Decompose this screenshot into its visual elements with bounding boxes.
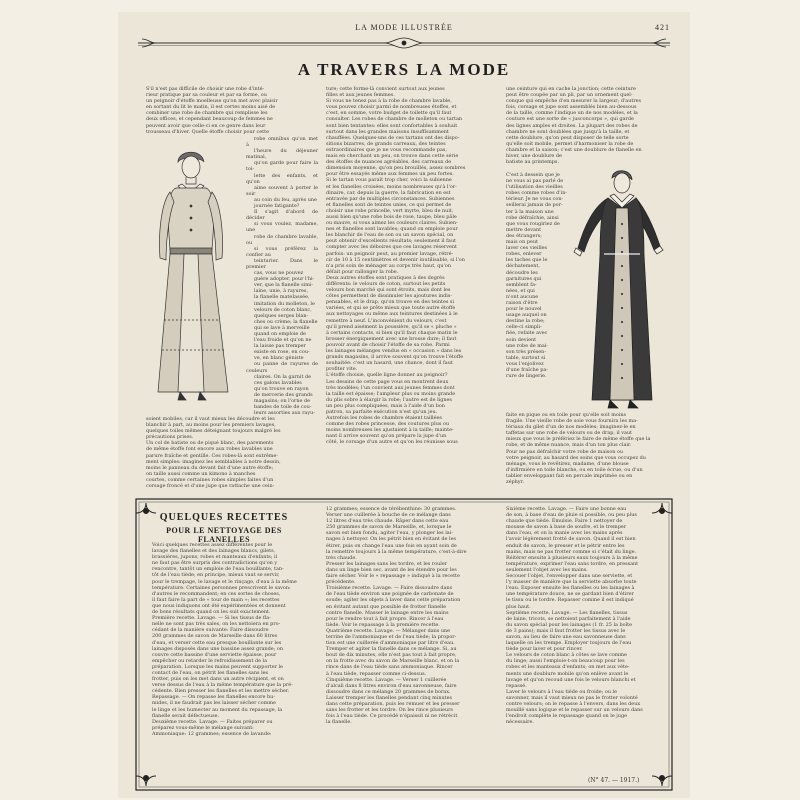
- illustration-woman-robe-right: [570, 164, 674, 410]
- issue-number: (N° 47. — 1917.): [588, 777, 640, 784]
- recipes-col2: [318, 506, 492, 788]
- paragraph: une ceinture qui en cache la jonction; cette ceinture peut être coupée par un pli, par un ornement quel- conque qui empêche d'en mesurer la largeur; d'autres fois, corsage et jupe sont assemblés bien au-dessous de la taille, comme l'indique un de nos modèles, et la couture est une sorte de « jusconcorps », qui garde des lignes amples et droites. La plupart des robes de chambre ne sont doublées que jusqu'à la taille, et cette doublure, qu'on peut disposer de telle sorte qu'elle soit mobile, permet d'harmoniser la robe de chambre et la saison; c'est une doublure de flanelle en hiver, une doublure de batiste au printemps.: [506, 86, 642, 166]
- article-col3-bottom: [498, 412, 674, 494]
- paragraph: Voici quelques recettes assez différentes pour le lavage des flanelles et des lainages blancs, gilets, brassières, jupons, robes et manteaux d'enfants; il ne faut pas être surpris des contradictions qu'on y rencontre, tantôt un emploie de l'eau bouillante, tan- tôt de l'eau tiède; en principe, mieux vaut se servir, pour le trempage, le lavage et le rinçage, d'eau à la même température. Certaines personnes prescrivent le savon: d'autres le recommandent; en ces sortes de choses, il faut faire la part de « tour de main »; les recettes que nous indiquons ont été expérimentées et donnent de bons résultats quand on les suit exactement. Première recette. Lavage. — Si les tissus de fla- nelle ne sont pas très sales, on les nettoiera en pro- cédant de la manière suivante: Faire dissoudre 200 grammes de savon de Marseille dans 60 litres d'eau, et verser cette eau presque bouillante sur les lainages disposés dans une bassine assez grande; on couvre cette bassine d'une serviette épaisse, pour empêcher ou retarder le refroidissement de la préparation. Lorsque les mains peuvent supporter le contact de l'eau, on pétrit les flanelles sans les frotter, puis on les met dans un autre récipient, et on verse dessus de l'eau à la même température que la pré- cédente. Bien presser les flanelles et les mettre sécher. Repassage. — On repasse les flanelles encore hu- mides, il ne faudrait pas les laisser sécher comme le linge et les humecter au moment du repassage, la flanelle serait défectueuse. Deuxième recette. Lavage. — Faites préparer ou préparez vous-même le mélange suivant: Ammoniaque: 12 grammes; essence de lavande:: [152, 542, 297, 737]
- recipes-col1: [144, 542, 312, 786]
- paragraph: 12 grammes; essence de térébenthine: 30 grammes. Verser une cuillerée à bouche de ce mélange dans 12 litres d'eau très chaude. Râper dans cette eau 250 grammes de savon de Marseille, et, lorsque le savon est bien fondu, agiter l'eau, y plonger les lai- nages à nettoyer. On les pétrit bien en évitant de les étirer, puis on change l'eau une fois en ayant soin de la remettre toujours à la même température, c'est-à-dire très chaude. Presser les lainages sans les tordre, et les rouler dans un linge bien sec, avant de les étendre pour les faire sécher. Voir le « repassage » indiqué à la recette précédente. Troisième recette. Lavage. — Faire dissoudre dans de l'eau tiède environ une poignée de carbonate de soude; agiter les objets à laver dans cette préparation en évitant autant que possible de frotter flanelle contre flanelle. Masser le lainage entre les mains pour le rendre tout à fait propre. Rincer à l'eau tiède. Voir le repassage à la première recette. Quatrième recette. Lavage. — Mélanger dans une terrine de l'ammoniaque et de l'eau tiède; la propor- tion est une cuillerée d'ammoniaque par litre d'eau. Tremper et agiter la flanelle dans ce mélange. Si, au bout de dix minutes, elle n'est pas tout à fait propre, on la frotte avec du savon de Marseille blanc, et on la rince dans de l'eau tiède sans ammoniaque. Rincer à l'eau tiède, repasser comme ci-dessus. Cinquième recette. Lavage. — Verser 1 cuillerée d'alcali dans 8 litres environ d'eau savonneuse, faire dissoudre dans ce mélange 20 grammes de borax. Laisser tremper les flanelles pendant cinq minutes dans cette préparation, puis les remuer et les presser sans les frotter et les tordre. On les rince plusieurs fois à l'eau tiède. Ce procédé n'épaissit ni ne rétrécit la flanelle.: [326, 506, 467, 726]
- paragraph: faite en pique ou en toile pour qu'elle soit moins fragile. Une vieille robe de soie vous fournira les ma- tériaux du gilet d'un de nos modèles; imaginez-le en taffetas sur une robe de velours ou de drap, il vaut mieux que vous le préfériez le faire de même étoffe que la robe, et de même nuance, mais d'un ton plus clair. Pour ne pas défraîchir votre robe de maison ou votre peignoir, au hasard des soins que vous occupez du ménage, vous le revêtirez, madame, d'une blouse d'infirmière en toile blanche, ou en toile écrue, ou d'un tablier enveloppant fait en percale imprimée ou en zéphyr.: [506, 412, 651, 486]
- header-ornament: [138, 37, 670, 49]
- magazine-page: [118, 12, 690, 798]
- article-col1-beside-figure: [246, 136, 318, 416]
- recipes-col3: [498, 506, 668, 772]
- paragraph: ture; cette forme-là convient surtout aux jeunes filles et aux jeunes femmes. Si vous ne tenez pas à la robe de chambre lavable, vous pouvez choisir parmi de nombreuses étoffes, et c'est, en somme, votre budget de toilette qu'il faut consulter. Les robes de chambre de molleton ou tartan sont bien tentantes: elles sont confortables à souhait surtout dans les grandes maisons insuffisamment chauffées. Quelques-uns de ces tartans ont des dispo- sitions bizarres, de grands carreaux, des teintes extraordinaires que je ne vous recommande pas, mais en cherchant un peu, on trouve dans cette série des étoffes de nuances agréables, des carreaux de dimension moyenne, qu'on peu brouillés, assez sombres pour être essayés même aux femmes un peu fortes. Si le tartan vous paraît trop cher, voici la subienne et les flanelles croisées, moins nombreuses qu'à l'or- dinaire, car, depuis la guerre, la fabrication en est entravée par de multiples circonstances. Subiennes et flanelles sont de teintes unies, ce qui permet de choisir une robe princelle, vert myrte, bleu de nuit, aussi bien qu'une robe bois de rose, taupe, bleu pâle ou mauve, si vous aimez les couleurs claires. Subien- nes et flanelles sont lavables; quand on emploie pour les blanchir de l'eau de son ou un savon spécial, on peut obtenir d'excellents résultats; seulement il faut compter avec les déboires que ces lavages réservent parfois: un peignoir peut, au premier lavage, rétré- cir de 10 à 15 centimètres et devenir inutilisable, si l'on n'a pris soin de ménager au corps très haut, qu'on défait pour rallonger la robe. Deux autres étoffes sont pratiques à des degrés différents: le velours de coton, surtout les petits velours bon marché qui sont étroits, mais dont les côtes permettent de dissimuler les ajoutures indis- pensables, et le drap, qu'on trouve en des teintes si variées, et qui se prête mieux que toute autre étoffe aux nettoyages ou même aux teintures destinées à le remettre à neuf. L'inconvénient du velours, c'est qu'il prend aisément la poussière, qu'il se « pluche » à certains contacts, si bien qu'il faut chaque matin le brosser énergiquement avec une brosse dure; il faut pouvoir avant de choisir l'étoffe de sa robe. Parmi les lainages mélanges vendus en « occasion » dans les grands magasins, il arrive souvent qu'on trouve l'étoffe souhaitée: c'est un hasard, une chance, dont il faut profiter vite. L'étoffe choisie, quelle ligne donner au peignoir? Les dessins de cette page vous en montrent deux très modèles; l'un convient aux jeunes femmes dont la taille est épaisse; l'ampleur plus ou moins grande du plis sobre à élargir la robe; l'autre est de lignes un peu plus compliquées, mais à l'aide d'un bon patron, sa parfaite exécution n'est qu'un jeu. Autrefois les robes de chambre étaient taillées comme des robes princesse, des coutures plus ou moins nombreuses les ajustaient à la taille; mainte- nant il arrive souvent qu'on prépare la jupe d'un côté, le corsage d'un autre et qu'on les réunisse sous: [326, 86, 466, 446]
- recipes-title: QUELQUES RECETTES: [159, 512, 289, 523]
- article-col1-bottom: [138, 416, 318, 494]
- paragraph: S'il n'est pas difficile de choisir une robe d'inté- rieur pratique par sa couleur et par sa forme, ou un peignoir d'étoffe moelleuse qu'on met avec plaisir en sortant du lit le matin, il est certes moins aisé de combiner une robe de chambre qui remplisse les deux offices, et cependant beaucoup de femmes ne peuvent avoir que celle-ci en ce genre dans leur trousseau d'hiver. Quelle étoffe choisir pour cette: [146, 86, 278, 135]
- article-col2: [318, 86, 494, 496]
- article-col3-beside-figure: [498, 172, 568, 408]
- article-title: A TRAVERS LA MODE: [297, 60, 511, 79]
- article-col3-intro: [498, 86, 674, 168]
- paragraph: Sixième recette. Lavage. — Faire une bonne eau de son, à base d'eau de pluie si possible, ou peu plus chaude que tiède. Émulsie. Faire 1 nettoyer de mousse de savon à base de soufre, et le tremper dans l'eau, et on la manie avec les mains après l'avoir légèrement frotté de savon. Quand il est bien enduit de savon, le presser et le pétrir entre les mains, mais ne pas frotter comme si c'était du linge. Réitérer ensuite à plusieurs eaux toujours à la même température, exprimer l'eau sans tordre, en pressant seulement l'objet avec les mains. Secouer l'objet, l'envelopper dans une serviette, et l'y masser de manière que la serviette absorbe toute l'eau. Exposer ensuite les flanelles ou les lainages à une température douce, ne se gardant bien d'étirer le tissu ou le tordre. Repasser comme il est indiqué plus haut. Septième recette. Lavage. — Les flanelles, tissus de laine, tricots, se nettoient parfaitement à l'aide du savon spécial pour les lainages (1 fr. 25 la boîte de 3 pains); mais il faut frotter les tissus avec le savon, au lieu de faire une eau savonneuse dans laquelle on les trempe. Employer toujours de l'eau tiède pour laver et pour rincer. Le velours de coton blanc à côtes se lave comme du linge; aussi l'emploie-t-on beaucoup pour les robes et les manteaux d'enfants; on met aux véte- ments une doublure mobile qu'on enlève avant le lavage et qu'on recoud une fois le velours blanchi et repassé. Laver le velours à l'eau tiède ou froide; ou le savonner, mais il vaut mieux ne pas le frotter volonté contre velours; on le repasse à l'envers, dans les deux mouillé sans logique et le repasser sur un velours dans l'endroit complète le repassage quand on le juge nécessaire.: [506, 506, 643, 726]
- article-col1-intro: [138, 86, 318, 136]
- illustration-woman-robe-left: [140, 140, 244, 408]
- paragraph: robe omnibus qu'on met à l'heure du déjeuner matinal, qu'on garde pour faire la toi- lette des enfants, et qu'on aime souvent à porter le soir au coin du feu, après une journée fatigante? Il s'agit d'abord de décider si vous voulez, madame, une robe de chambre lavable, ou si vous préférez la confier au teinturier. Dans le premier cas, vous ne pouvez guère adopter, pour l'hi- ver, que la flanelle simi- laine, unie, à rayures, la flanelle mateIassée, imitation du molleton, le velours de coton blanc, quelques serges blan- ches ou crème; la flanelle qui se lave à merveille quand on emploie de l'eau froide et qu'on ne la laisse pas tremper existe en rose, en cou- ve, en blanc géniste ou panne de rayures de couleurs claires. On la garnit de ces galons lavables qu'on trouve en rayon de mercerie des grands magasins; on l'orne de bandes de toile de cou- leurs assorties aux rayu-: [246, 136, 318, 416]
- paragraph: soient mobiles, car il vaut mieux les découdre et les blanchir à part, au moins pour les premiers lavages, quelques toiles mêmes déteignant toujours malgré les précautions prises. Un col de batiste ou de piqué blanc, des parements de même étoffe font encore aux robes lavables une parure fraîche et gentille. Ces robes-là sont extrême- ment simples: imaginez les semblables à notre dessin, moins le panneau du devant fait d'une autre étoffe; on taille aussi comme un kimono à manches courtes, comme certaines robes simples faites d'un corsage froncé et d'une jupe que rattache une cein-: [146, 416, 281, 490]
- recipes-subtitle: POUR LE NETTOYAGE DES FLANELLES: [166, 526, 282, 544]
- page-number: 421: [655, 23, 670, 32]
- publication-title: LA MODE ILLUSTRÉE: [355, 23, 453, 32]
- paragraph: C'est à dessein que je ne vous ai pas parlé de l'utilisation des vieilles robes comme robes d'in- térieur. Je ne vous con- seillerai jamais de por- ter à la maison une robe défraîchie, ainsi que vous rougiriez de mettre devant des étrangers; mais on peut laver ces vieilles robes, enlever les taches que le déchatement, découdre les garnitures qui semblent fa- nées, et qui n'ont aucune raison d'être pour le nouvel usage auquel on destine la robe; celle-ci simpli- fiée, refaite avec soin devient une robe de mai- son très présen- table, surtout si vous l'enjolivez d'une fraîche pa- rure de lingerie.: [506, 172, 567, 380]
- page-header: [138, 23, 670, 35]
